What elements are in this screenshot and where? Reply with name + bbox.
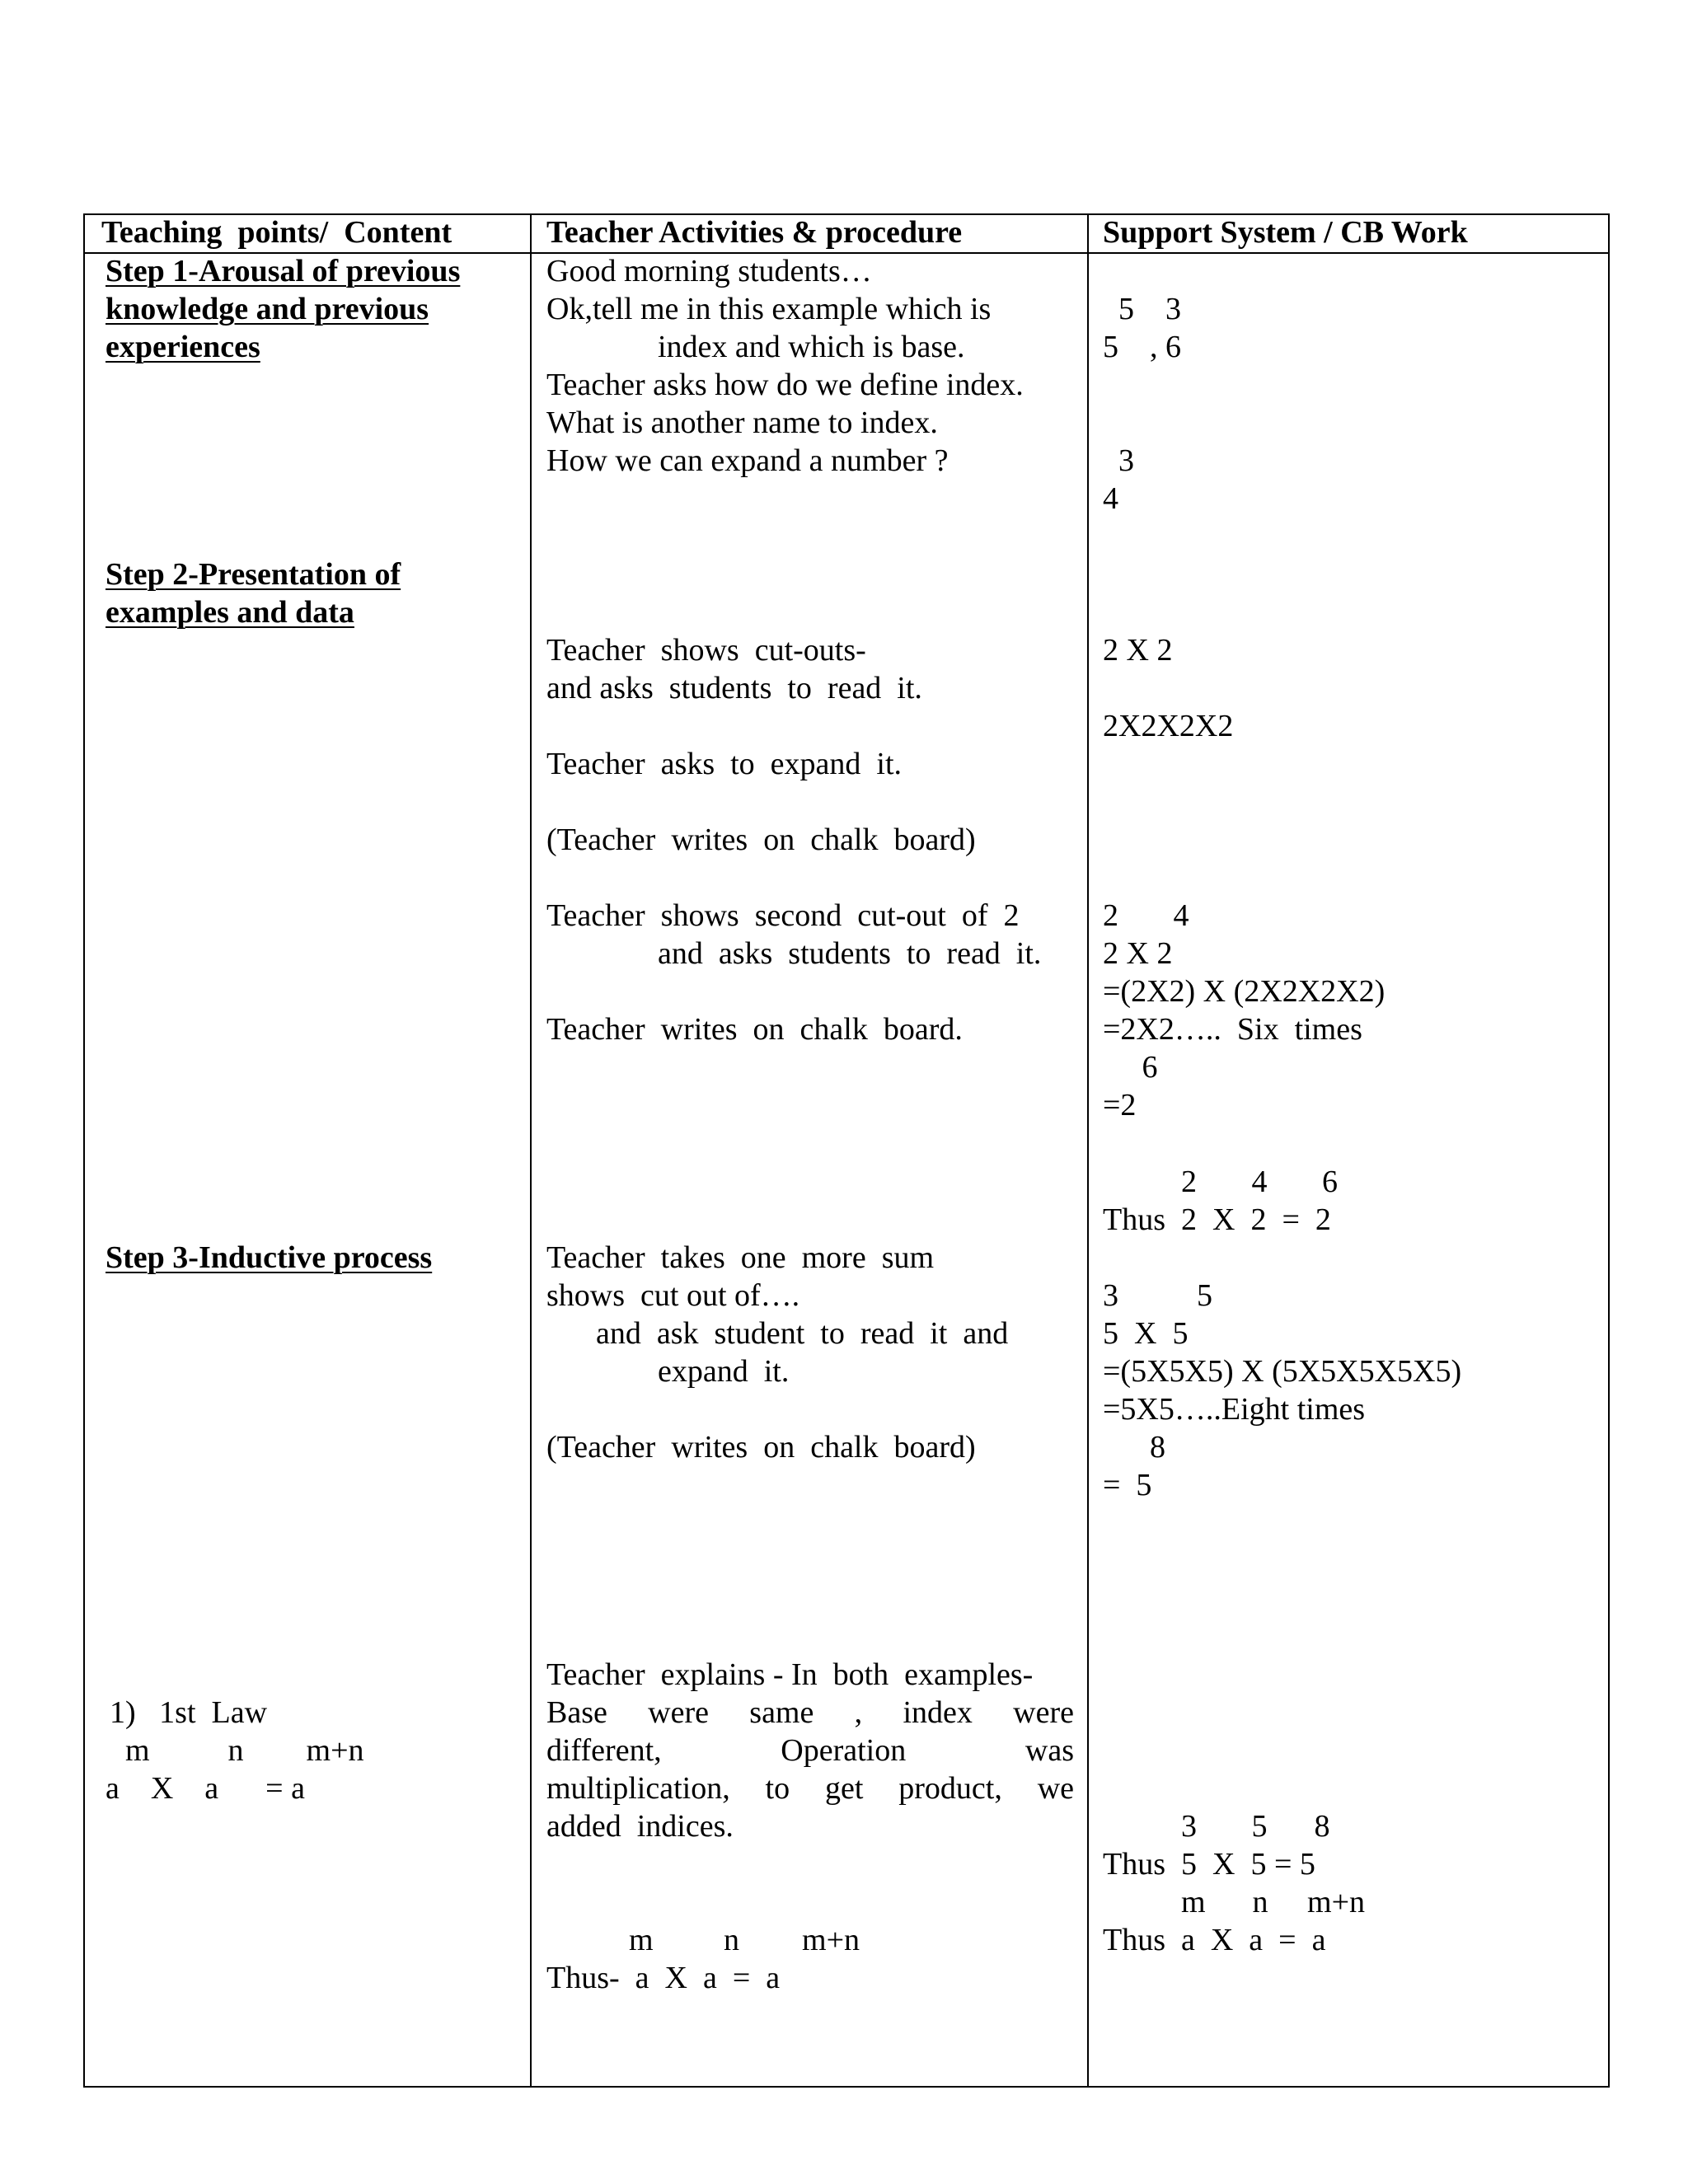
activity-text: Teacher asks how do we define index. bbox=[546, 368, 1024, 402]
cb-work: Thus a X a = a bbox=[1103, 1923, 1326, 1957]
activity-text: multiplication, to get product, we bbox=[546, 1771, 1074, 1806]
step1-heading: knowledge and previous bbox=[106, 292, 429, 326]
cb-work: 5 X 5 bbox=[1103, 1316, 1189, 1351]
header-teaching-points: Teaching points/ Content bbox=[101, 215, 452, 250]
activity-text: (Teacher writes on chalk board) bbox=[546, 823, 976, 857]
activity-text: and asks students to read it. bbox=[658, 936, 1042, 971]
step2-heading: examples and data bbox=[106, 595, 354, 630]
cb-work: =2 bbox=[1103, 1088, 1137, 1122]
cb-work: 2X2X2X2 bbox=[1103, 709, 1234, 743]
step2-heading: Step 2-Presentation of bbox=[106, 557, 401, 592]
activity-text: Ok,tell me in this example which is bbox=[546, 292, 992, 326]
activity-text: added indices. bbox=[546, 1809, 734, 1844]
cb-work: 5 3 bbox=[1103, 292, 1181, 326]
activity-text: different, Operation was bbox=[546, 1733, 1074, 1768]
cb-work: 4 bbox=[1103, 481, 1118, 516]
cb-work: 5 , 6 bbox=[1103, 330, 1181, 364]
cb-work: = 5 bbox=[1103, 1468, 1152, 1502]
activity-text: Teacher takes one more sum bbox=[546, 1240, 935, 1275]
activity-text: index and which is base. bbox=[658, 330, 965, 364]
law-exponents: m n m+n bbox=[629, 1923, 860, 1957]
activity-text: and ask student to read it and bbox=[596, 1316, 1009, 1351]
cb-work: =2X2….. Six times bbox=[1103, 1012, 1362, 1047]
activity-text: and asks students to read it. bbox=[546, 671, 922, 705]
first-law-exponents: m n m+n bbox=[110, 1733, 364, 1768]
cb-work: 2 X 2 bbox=[1103, 633, 1173, 668]
cb-work: m n m+n bbox=[1103, 1885, 1366, 1919]
lesson-plan-table bbox=[83, 213, 1610, 2088]
column-divider-2 bbox=[1087, 215, 1089, 2086]
activity-text: shows cut out of…. bbox=[546, 1278, 800, 1313]
cb-work: 6 bbox=[1103, 1050, 1158, 1085]
activity-text: Teacher shows cut-outs- bbox=[546, 633, 866, 668]
cb-work: 2 X 2 bbox=[1103, 936, 1173, 971]
law-formula: Thus- a X a = a bbox=[546, 1961, 781, 1995]
cb-work: 3 bbox=[1103, 443, 1134, 478]
activity-text: Good morning students… bbox=[546, 254, 872, 288]
step3-heading: Step 3-Inductive process bbox=[106, 1240, 433, 1275]
activity-text: Teacher shows second cut-out of 2 bbox=[546, 898, 1020, 933]
step1-heading: experiences bbox=[106, 330, 260, 364]
cb-work: =(5X5X5) X (5X5X5X5X5) bbox=[1103, 1354, 1462, 1389]
first-law-formula: a X a = a bbox=[106, 1771, 305, 1806]
activity-text: How we can expand a number ? bbox=[546, 443, 949, 478]
cb-work: =(2X2) X (2X2X2X2) bbox=[1103, 974, 1386, 1009]
column-divider-1 bbox=[530, 215, 532, 2086]
cb-work: 3 5 8 bbox=[1103, 1809, 1330, 1844]
cb-work: =5X5…..Eight times bbox=[1103, 1392, 1366, 1427]
first-law-title: 1) 1st Law bbox=[110, 1695, 268, 1730]
header-support-system: Support System / CB Work bbox=[1103, 215, 1468, 250]
activity-text: (Teacher writes on chalk board) bbox=[546, 1430, 976, 1465]
activity-text: What is another name to index. bbox=[546, 405, 938, 440]
cb-work: Thus 5 X 5 = 5 bbox=[1103, 1847, 1315, 1882]
activity-text: Base were same , index were bbox=[546, 1695, 1074, 1730]
activity-text: Teacher asks to expand it. bbox=[546, 747, 903, 781]
cb-work: 8 bbox=[1103, 1430, 1165, 1465]
activity-text: Teacher explains - In both examples- bbox=[546, 1657, 1034, 1692]
step1-heading: Step 1-Arousal of previous bbox=[106, 254, 461, 288]
header-teacher-activities: Teacher Activities & procedure bbox=[546, 215, 963, 250]
activity-text: expand it. bbox=[658, 1354, 790, 1389]
activity-text: Teacher writes on chalk board. bbox=[546, 1012, 963, 1047]
cb-work: 2 4 6 bbox=[1103, 1165, 1338, 1199]
cb-work: 2 4 bbox=[1103, 898, 1189, 933]
cb-work: 3 5 bbox=[1103, 1278, 1212, 1313]
cb-work: Thus 2 X 2 = 2 bbox=[1103, 1202, 1331, 1237]
